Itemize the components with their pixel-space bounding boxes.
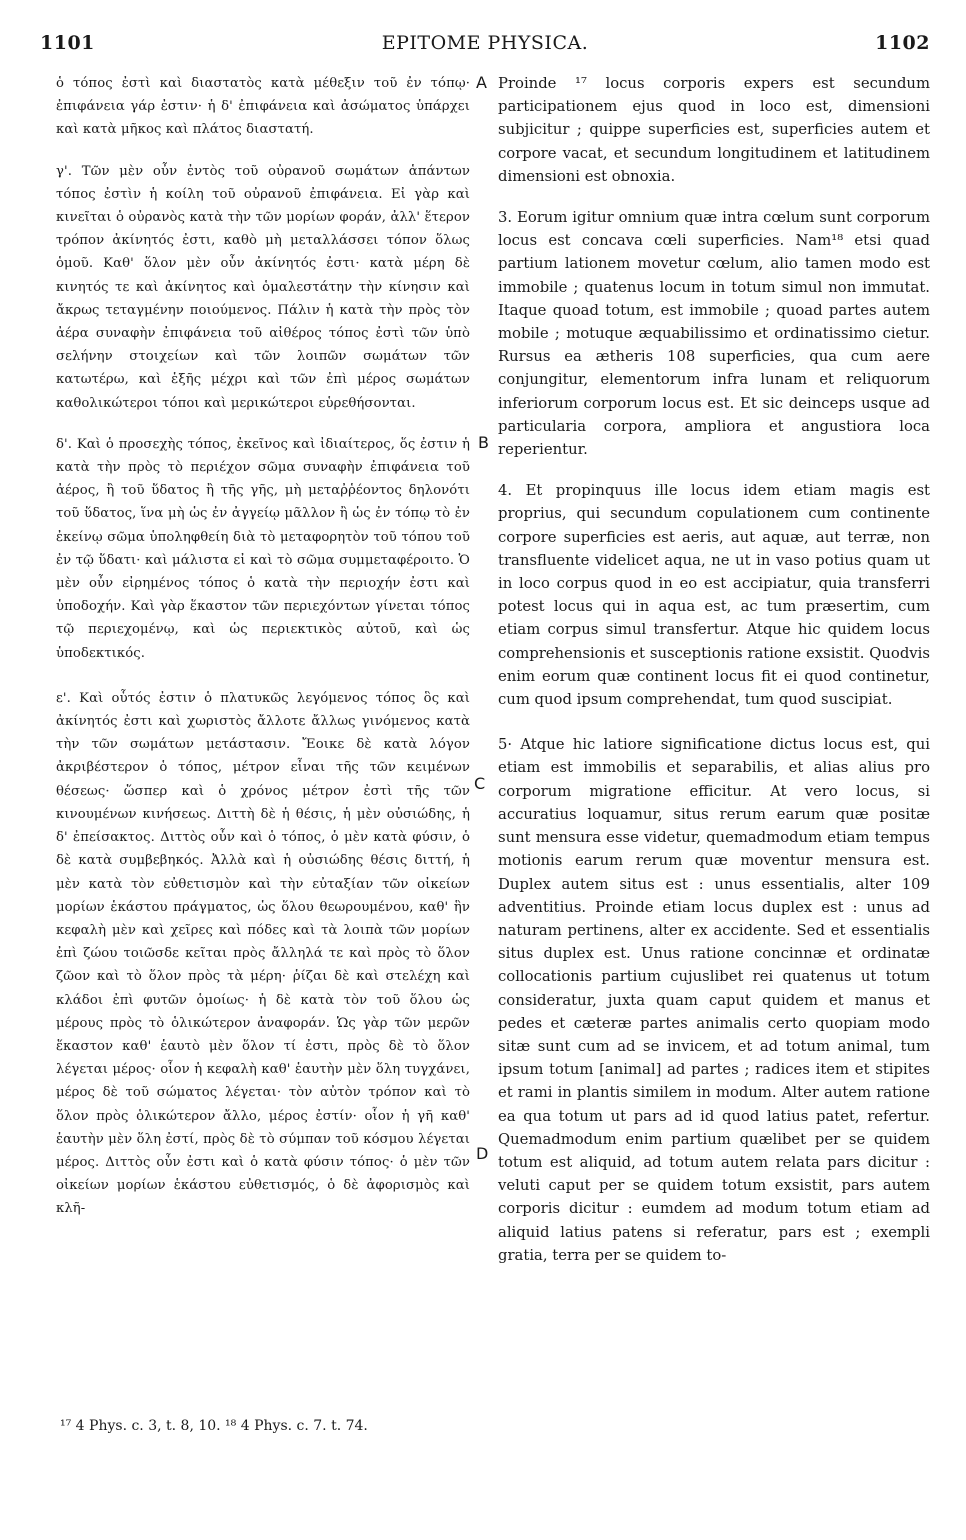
latin-column — [498, 72, 930, 1267]
running-title: EPITOME PHYSICA. — [381, 32, 589, 54]
page-number-left: 1101 — [40, 32, 95, 54]
margin-marker-b: B — [478, 433, 489, 452]
latin-paragraph-2: 3. Eorum igitur omnium quæ intra cœlum sunt corporum locus est concava cœli superficies. Nam¹⁸ etsi quad partium lationem movetur cœlum, alio tamen modo est immobile ; quatenus locum in totum simul non immutat. Itaque quoad totum, est immobile ; quoad partes autem mobile ; motuque æquabilissimo et ordinatissimo cietur. Rursus ea ætheris 108 superficies, qua cum aere conjungitur, elementorum infra lunam et reliquorum inferiorum corporum locus est. Et sic deinceps usque ad particularia corpora, ampliora et angustiora loca reperientur. — [498, 209, 930, 459]
greek-column — [56, 72, 470, 1221]
greek-paragraph-4: ε'. Καὶ οὗτός ἐστιν ὁ πλατυκῶς λεγόμενος τόπος ὃς καὶ ἀκίνητός ἐστι καὶ χωριστὸς ἄλλοτε ἄλλως γινόμενος κατὰ τὴν τῶν σωμάτων μετάστασιν. Ἔοικε δὲ κατὰ λόγον ἀκριβέστερον ὁ τόπος, μέτρον εἶναι τῆς τῶν κειμένων θέσεως· ὥσπερ καὶ ὁ χρόνος μέτρον ἐστὶ τῆς τῶν κινουμένων κινήσεως. Διττὴ δὲ ἡ θέσις, ἡ μὲν οὐσιώδης, ἡ δ' ἐπείσακτος. Διττὸς οὖν καὶ ὁ τόπος, ὁ μὲν κατὰ φύσιν, ὁ δὲ κατὰ συμβεβηκός. Ἀλλὰ καὶ ἡ οὐσιώδης θέσις διττή, ἡ μὲν κατὰ τὸν εὐθετισμὸν καὶ τὴν εὐταξίαν τῶν οἰκείων μορίων ἑκάστου πράγματος, ὡς ὅλου θεωρουμένου, καθ' ἣν κεφαλὴ μὲν καὶ χεῖρες καὶ πόδες καὶ τὰ λοιπὰ τῶν μορίων ἐπὶ ζώου τοιῶσδε κεῖται πρὸς ἄλληλά τε καὶ πρὸς τὸ ὅλον ζῶον καὶ τὸ ὅλον πρὸς τὰ μέρη· ῥίζαι δὲ καὶ στελέχη καὶ κλάδοι ἐπὶ φυτῶν ὁμοίως· ἡ δὲ κατὰ τὸν τοῦ ὅλου ὡς μέρους πρὸς τὸ ὁλικώτερον ἀναφοράν. Ὡς γὰρ τῶν μερῶν ἕκαστον καθ' ἑαυτὸ μὲν ὅλον τί ἐστι, πρὸς δὲ τὸ ὅλον λέγεται μέρος· οἷον ἡ κεφαλὴ καθ' ἑαυτὴν μὲν ὅλη τυγχάνει, μέρος δὲ τοῦ σώματος λέγεται· τὸν αὐτὸν τρόπον καὶ τὸ ὅλον πρὸς ὁλικώτερον ἄλλο, μέρος ἐστίν· οἷον ἡ γῆ καθ' ἑαυτὴν μὲν ὅλη ἐστί, πρὸς δὲ τὸ σύμπαν τοῦ κόσμου λέγεται μέρος. Διττὸς οὖν ἐστι καὶ ὁ κατὰ φύσιν τόπος· ὁ μὲν τῶν οἰκείων μορίων ἑκάστου εὐθετισμός, ὁ δὲ ἀφορισμὸς καὶ κλῆ- — [56, 690, 470, 1217]
margin-marker-c: C — [474, 774, 486, 793]
running-header — [40, 32, 930, 56]
greek-paragraph-1: ὁ τόπος ἐστὶ καὶ διαστατὸς κατὰ μέθεξιν τοῦ ἐν τόπῳ· ἐπιφάνεια γάρ ἐστιν· ἡ δ' ἐπιφάνεια καὶ ἀσώματος ὑπάρχει καὶ κατὰ μῆκος καὶ πλάτος διαστατή. — [56, 76, 470, 138]
greek-paragraph-2: γ'. Τῶν μὲν οὖν ἐντὸς τοῦ οὐρανοῦ σωμάτων ἁπάντων τόπος ἐστὶν ἡ κοίλη τοῦ οὐρανοῦ ἐπιφάνεια. Εἰ γὰρ καὶ κινεῖται ὁ οὐρανὸς κατὰ τὴν τῶν μορίων φοράν, ἀλλ' ἕτερον τρόπον ἀκίνητός ἐστι, καθὸ μὴ μεταλλάσσει τόπον ὅλως ὁμοῦ. Καθ' ὅλον μὲν οὖν ἀκίνητός ἐστι· κατὰ μέρη δὲ κινητός τε καὶ ἀκίνητος καὶ ὁμαλεστάτην τὴν κίνησιν καὶ ἄκρως τεταγμένην ποιούμενος. Πάλιν ἡ κατὰ τὴν πρὸς τὸν ἀέρα συναφὴν ἐπιφάνεια τοῦ αἰθέρος τόπος ἐστὶ τῶν ὑπὸ σελήνην στοιχείων καὶ τῶν λοιπῶν σωμάτων τῶν κατωτέρω, καὶ ἑξῆς μέχρι καὶ τῶν ἐπὶ μέρος σωμάτων καθολικώτεροι τόποι καὶ μερικώτεροι εὑρεθήσονται. — [56, 163, 470, 411]
margin-marker-a: A — [476, 73, 487, 92]
greek-paragraph-3: δ'. Καὶ ὁ προσεχὴς τόπος, ἐκεῖνος καὶ ἰδιαίτερος, ὅς ἐστιν ἡ κατὰ τὴν πρὸς τὸ περιέχον σῶμα συναφὴν ἐπιφάνεια τοῦ ἀέρος, ἢ τοῦ ὕδατος ἢ τῆς γῆς, μὴ μεταῤῥέοντος δηλονότι τοῦ ὕδατος, ἵνα μὴ ὡς ἐν ἀγγείῳ μᾶλλον ἢ ὡς ἐν τόπῳ τὸ ἐν ἐκείνῳ σῶμα ὑποληφθείη διὰ τὸ μεταφορητὸν τοῦ τόπου τοῦ ἐν τῷ ὕδατι· καὶ μάλιστα εἰ καὶ τὸ σῶμα συμμεταφέροιτο. Ὁ μὲν οὖν εἰρημένος τόπος ὁ κατὰ τὴν περιοχήν ἐστι καὶ ὑποδοχήν. Καὶ γὰρ ἕκαστον τῶν περιεχόντων γίνεται τόπος τῷ περιεχομένῳ, καὶ ὡς περιεκτικὸς αὐτοῦ, καὶ ὡς ὑποδεκτικός. — [56, 436, 470, 661]
latin-paragraph-3: 4. Et propinquus ille locus idem etiam magis est proprius, qui secundum copulationem cum continente corpore superficies est aeris, aut aquæ, aut terræ, non transfluente videlicet aqua, ne ut in vaso potius quam ut in loco corpus quod in eo est accipiatur, quia transferri potest locus qui in aqua est, ac tum præsertim, cum etiam corpus simul transfertur. Atque hic quidem locus comprehensionis et susceptionis ratione exsistit. Quodvis enim eorum quæ continent locus fit ei quod continetur, cum quod ipsum comprehendat, tum quod suscipiat. — [498, 482, 930, 709]
footnotes: ¹⁷ 4 Phys. c. 3, t. 8, 10. ¹⁸ 4 Phys. c. 7. t. 74. — [60, 1418, 368, 1434]
margin-marker-d: D — [476, 1144, 489, 1163]
latin-paragraph-4: 5· Atque hic latiore significatione dictus locus est, qui etiam est immobilis et separabilis, et alias alius pro corporum migratione efficitur. At vero locus, si accuratius loquamur, situs rerum earum quæ positæ sunt mensura esse videtur, quemadmodum etiam tempus motionis earum rerum quæ moventur mensura est. Duplex autem situs est : unus essentialis, alter 109 adventitius. Proinde etiam locus duplex est : unus ad naturam pertinens, alter ex accidente. Sed et essentialis situs duplex est. Unus ratione concinnæ et ordinatæ collocationis partium cujuslibet rei quatenus ut totum consideratur, juxta quam caput quidem et manus et pedes et cæteræ partes animalis certo quopiam modo sitæ sunt cum ad se invicem, et ad totum animal, tum ipsum totum [animal] ad partes ; radices item et stipites et rami in plantis similem in modum. Alter autem ratione ea qua totum ut pars ad id quod latius patet, refertur. Quemadmodum enim partium quælibet per se quidem totum est aliquid, ad totum autem relata pars dicitur : veluti caput per se quidem totum exsistit, pars autem corporis dicitur : eumdem ad modum totum etiam ad aliquid latius patens si referatur, pars est ; exempli gratia, terra per se quidem to- — [498, 736, 930, 1264]
latin-paragraph-1: Proinde ¹⁷ locus corporis expers est secundum participationem ejus quod in loco est, dimensioni subjicitur ; quippe superficies est, superficies autem et corpore vacat, et secundum longitudinem et latitudinem dimensioni est obnoxia. — [498, 75, 930, 185]
page-number-right: 1102 — [875, 32, 930, 54]
